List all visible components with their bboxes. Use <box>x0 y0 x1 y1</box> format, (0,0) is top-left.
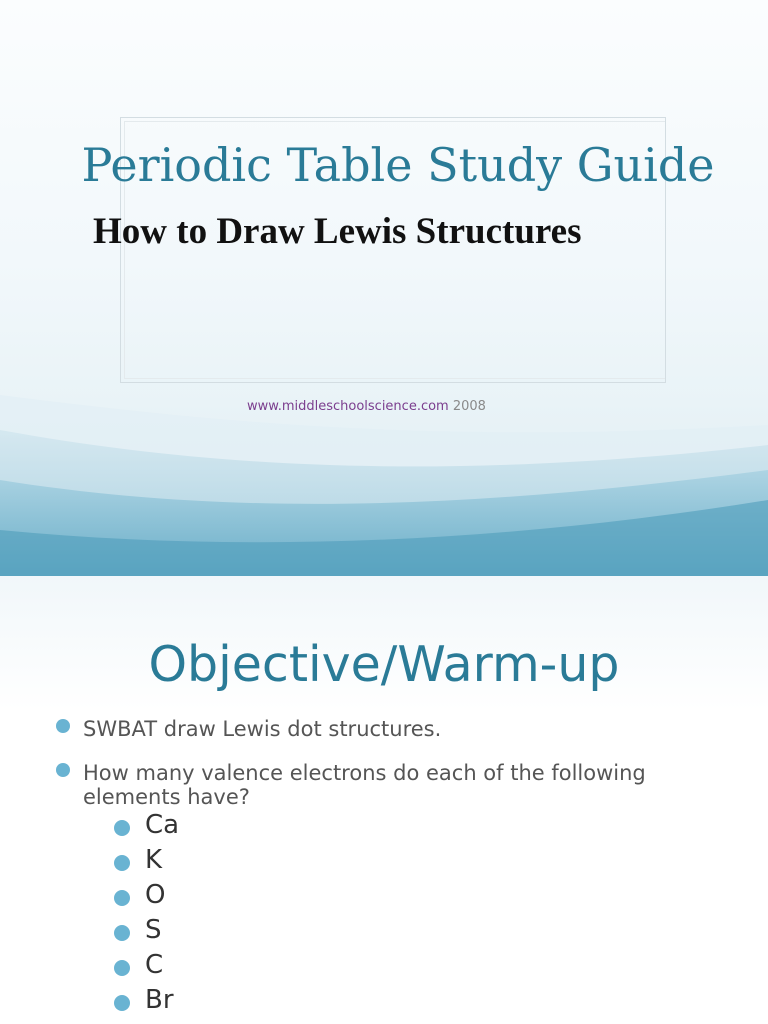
bullet-dot <box>114 890 130 906</box>
bullet-dot <box>56 719 70 733</box>
bullet-dot <box>114 960 130 976</box>
objective-slide <box>0 576 768 1024</box>
element-symbol: Br <box>145 985 174 1015</box>
element-symbol: O <box>145 880 166 910</box>
credit-year: 2008 <box>452 399 486 414</box>
bullet-text: SWBAT draw Lewis dot structures. <box>83 717 442 741</box>
bullet-dot <box>56 763 70 777</box>
element-symbol: Ca <box>145 810 180 840</box>
bullet-dot <box>114 855 130 871</box>
bullet-dot <box>114 925 130 941</box>
bullet-dot <box>114 820 130 836</box>
slide-subtitle: How to Draw Lewis Structures <box>93 211 582 252</box>
bullet-text: How many valence electrons do each of the following elements have? <box>83 761 646 809</box>
element-symbol: K <box>145 845 163 875</box>
objective-title: Objective/Warm-up <box>148 636 620 693</box>
slide-title: Periodic Table Study Guide <box>81 138 715 192</box>
element-symbol: S <box>145 915 162 945</box>
bullet-dot <box>114 995 130 1011</box>
credit-line <box>247 399 486 414</box>
credit-link[interactable]: www.middleschoolscience.com <box>247 399 449 414</box>
element-symbol: C <box>145 950 164 980</box>
